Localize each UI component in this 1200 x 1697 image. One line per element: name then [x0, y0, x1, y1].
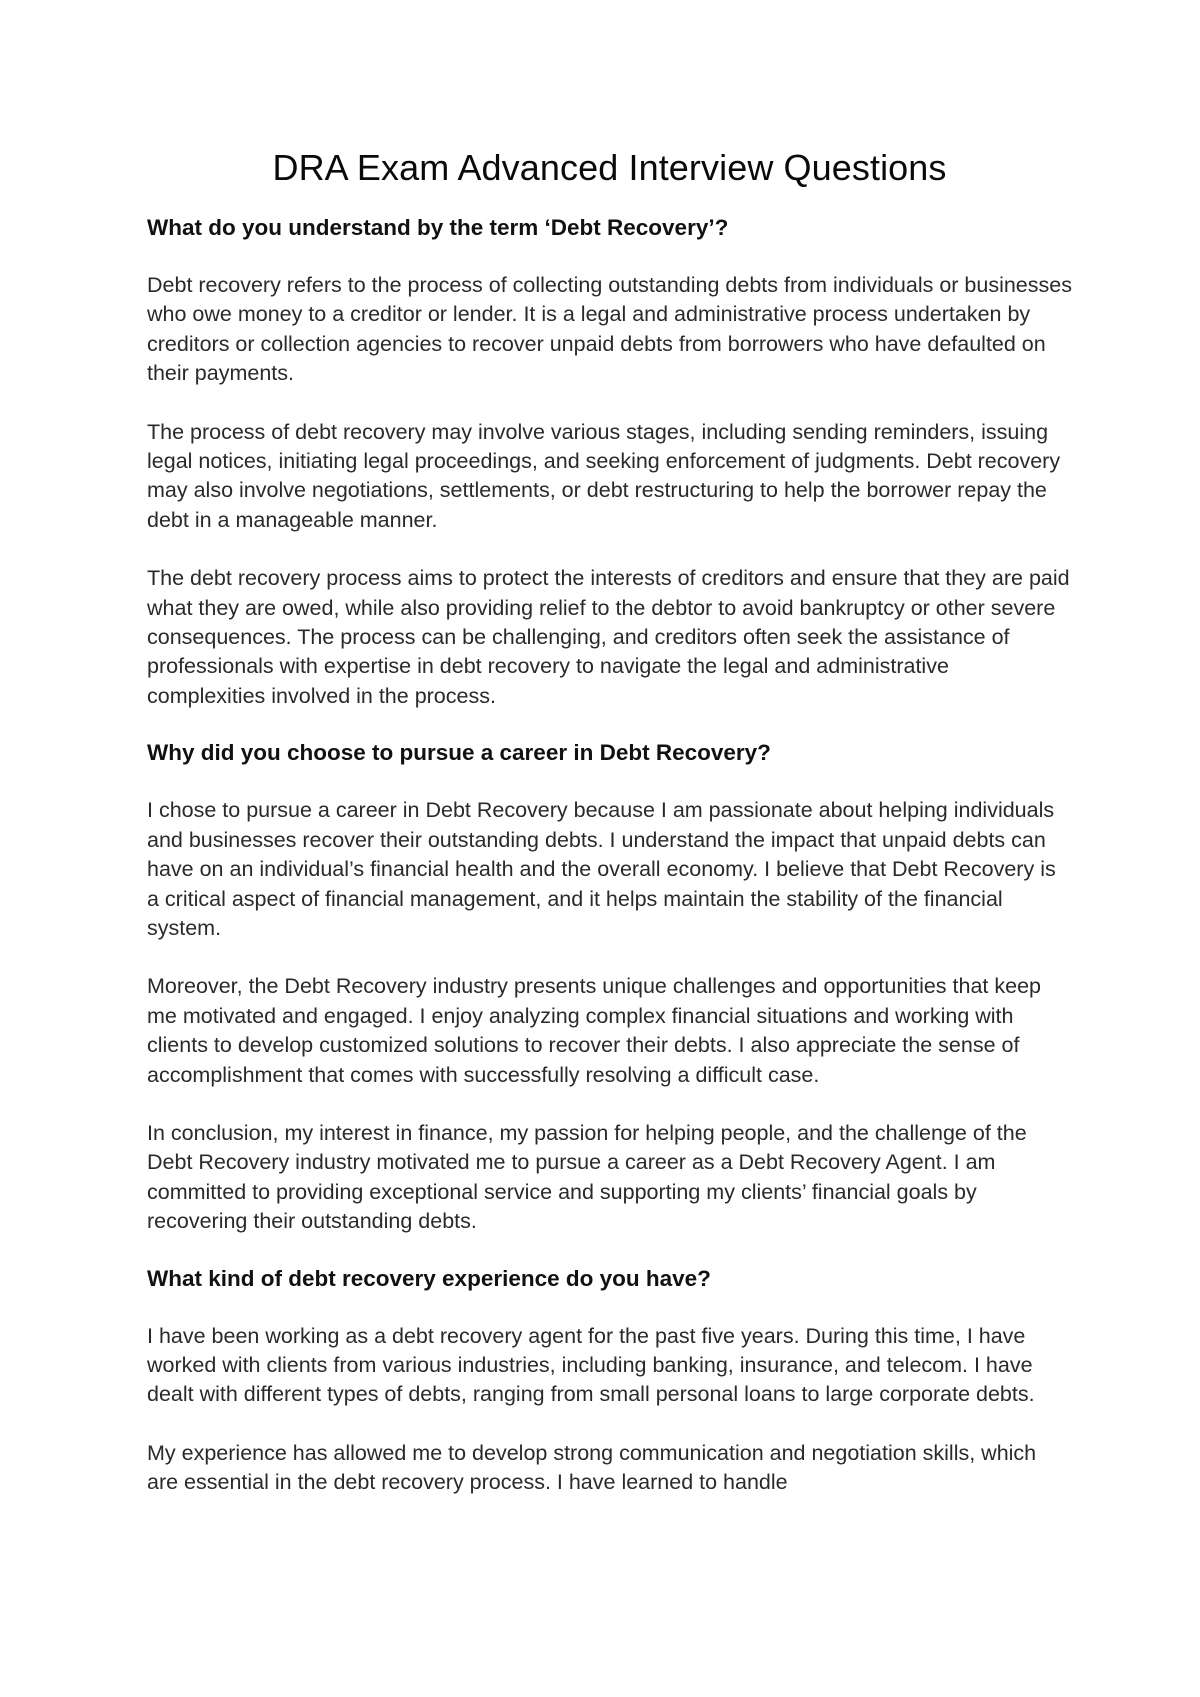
answer-paragraph: I chose to pursue a career in Debt Recovery because I am passionate about helping individuals and businesses recover their outstanding debts. I understand the impact that unpaid debts can have on an individual’s financial health and the overall economy. I believe that Debt Recovery is a critical aspect of financial management, and it helps maintain the stability of the financial system. — [147, 798, 1056, 940]
answer-paragraph: Debt recovery refers to the process of collecting outstanding debts from individuals or businesses who owe money to a creditor or lender. It is a legal and administrative process undertaken by creditors or collection agencies to recover unpaid debts from borrowers who have defaulted on their payments. — [147, 273, 1072, 386]
qa-section-career-choice — [147, 737, 1072, 1236]
document-title: DRA Exam Advanced Interview Questions — [272, 147, 947, 188]
answer-paragraph: The process of debt recovery may involve various stages, including sending reminders, issuing legal notices, initiating legal proceedings, and seeking enforcement of judgments. Debt recovery may also involve negotiations, settlements, or debt restructuring to help the borrower repay the debt in a manageable manner. — [147, 419, 1061, 532]
answer-paragraph: My experience has allowed me to develop strong communication and negotiation skills, which are essential in the debt recovery process. I have learned to handle — [147, 1440, 1037, 1495]
answer-paragraph: In conclusion, my interest in finance, my passion for helping people, and the challenge of the Debt Recovery industry motivated me to pursue a career as a Debt Recovery Agent. I am committed to providing exceptional service and supporting my clients’ financial goals by recovering their outstanding debts. — [147, 1120, 1027, 1234]
question-heading: Why did you choose to pursue a career in Debt Recovery? — [147, 740, 771, 766]
question-heading: What kind of debt recovery experience do you have? — [147, 1265, 711, 1291]
answer-paragraph: The debt recovery process aims to protect the interests of creditors and ensure that they are paid what they are owed, while also providing relief to the debtor to avoid bankruptcy or other severe consequences. The process can be challenging, and creditors often seek the assistance of professionals with expertise in debt recovery to navigate the legal and administrative complexities involved in the process. — [147, 566, 1070, 708]
answer-paragraph: Moreover, the Debt Recovery industry presents unique challenges and opportunities that keep me motivated and engaged. I enjoy analyzing complex financial situations and working with clients to develop customized solutions to recover their debts. I also appreciate the sense of accomplishment that comes with successfully resolving a difficult case. — [147, 974, 1041, 1087]
qa-section-debt-recovery-definition — [147, 212, 1072, 711]
answer-paragraph: I have been working as a debt recovery agent for the past five years. During this time, I have worked with clients from various industries, including banking, insurance, and telecom. I have dealt with different types of debts, ranging from small personal loans to large corporate debts. — [147, 1323, 1035, 1407]
qa-section-experience — [147, 1263, 1072, 1498]
question-heading: What do you understand by the term ‘Debt Recovery’? — [147, 215, 729, 240]
document-body — [147, 142, 1072, 1498]
